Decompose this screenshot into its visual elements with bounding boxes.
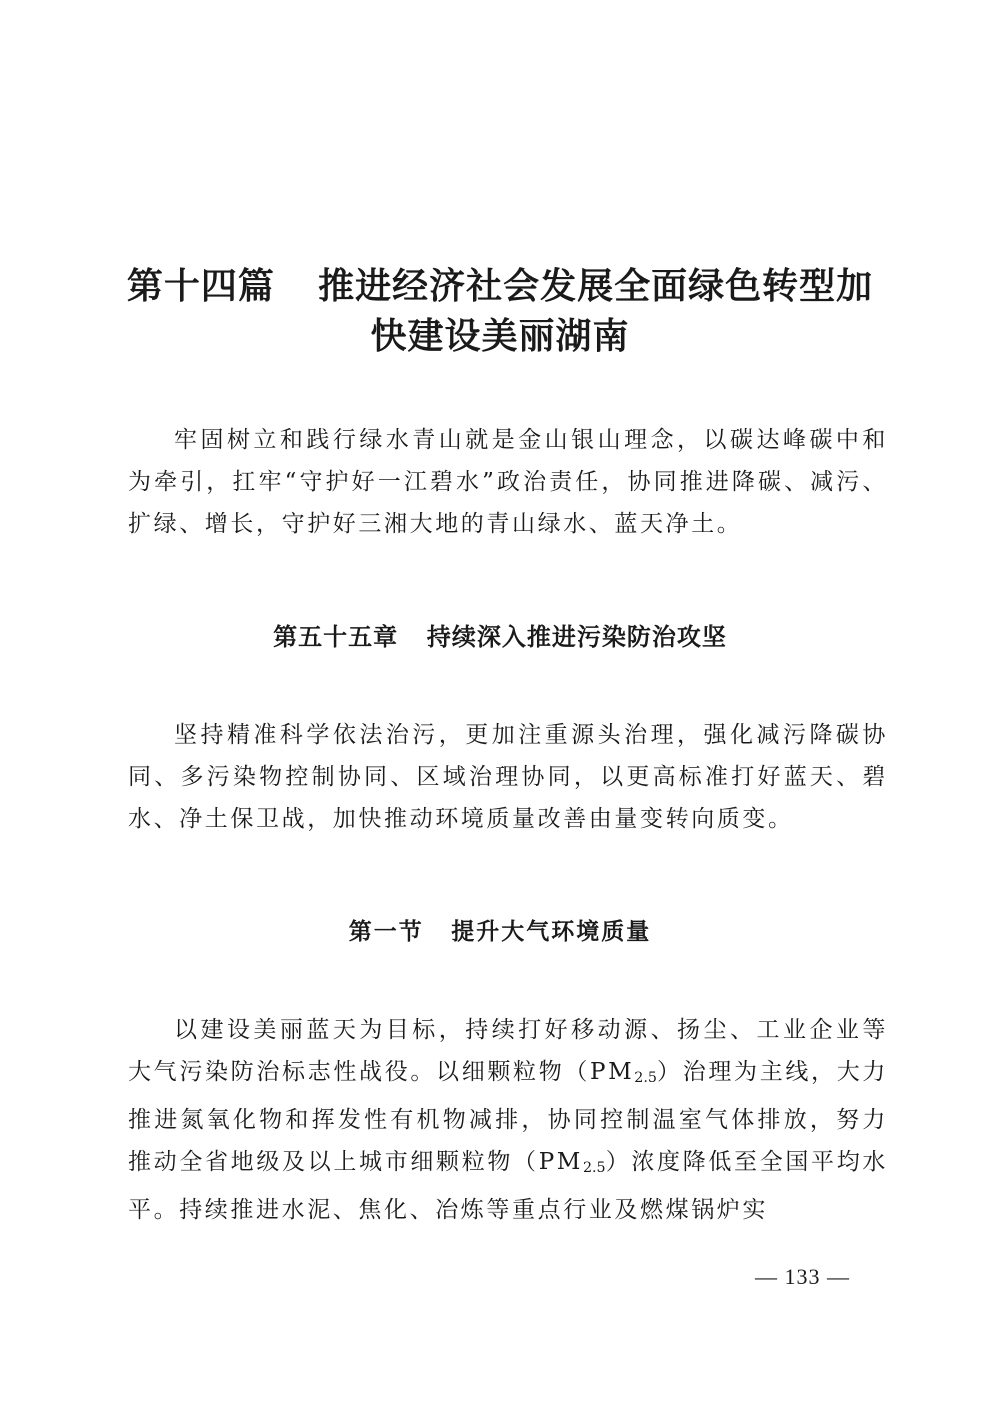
chapter-number: 第五十五章: [273, 623, 399, 651]
part-title: [100, 262, 900, 362]
intro-paragraph: [128, 419, 888, 545]
section-paragraph-part3: ）浓度降低至全国平均水平。持续推进水泥、焦化、冶炼等重点行业及燃煤锅炉实: [128, 1148, 888, 1223]
section-paragraph-part2: ）治理为主线，大力推进氮氧化物和挥发性有机物减排，协同控制温室气体排放，努力推动全省地级及以上城市细颗粒物（PM: [128, 1059, 888, 1175]
intro-paragraph-text: 牢固树立和践行绿水青山就是金山银山理念，以碳达峰碳中和为牵引，扛牢“守护好一江碧水”政治责任，协同推进降碳、减污、扩绿、增长，守护好三湘大地的青山绿水、蓝天净土。: [128, 427, 888, 537]
part-title-line2: 快建设美丽湖南: [370, 316, 630, 357]
section-number: 第一节: [348, 918, 424, 945]
part-title-line1: [100, 262, 900, 312]
section-title: [100, 915, 900, 949]
section-paragraph-part1: 以建设美丽蓝天为目标，持续打好移动源、扬尘、工业企业等大气污染防治标志性战役。以细颗粒物（PM: [128, 1017, 888, 1085]
section-paragraph-text: [128, 1009, 888, 1231]
chapter-title: [100, 620, 900, 654]
page-number: — 133 —: [755, 1264, 850, 1289]
pm-subscript-2: 2.5: [582, 1159, 606, 1176]
chapter-paragraph-text: 坚持精准科学依法治污，更加注重源头治理，强化减污降碳协同、多污染物控制协同、区域治理协同，以更高标准打好蓝天、碧水、净土保卫战，加快推动环境质量改善由量变转向质变。: [128, 722, 888, 832]
section-title-text: 提升大气环境质量: [451, 918, 652, 945]
section-paragraph: [128, 1009, 888, 1231]
chapter-paragraph: [128, 714, 888, 840]
part-number: 第十四篇: [126, 266, 275, 307]
part-title-text-line1: 推进经济社会发展全面绿色转型加: [318, 266, 874, 307]
chapter-title-text: 持续深入推进污染防治攻坚: [426, 623, 727, 651]
pm-subscript-1: 2.5: [634, 1069, 657, 1086]
